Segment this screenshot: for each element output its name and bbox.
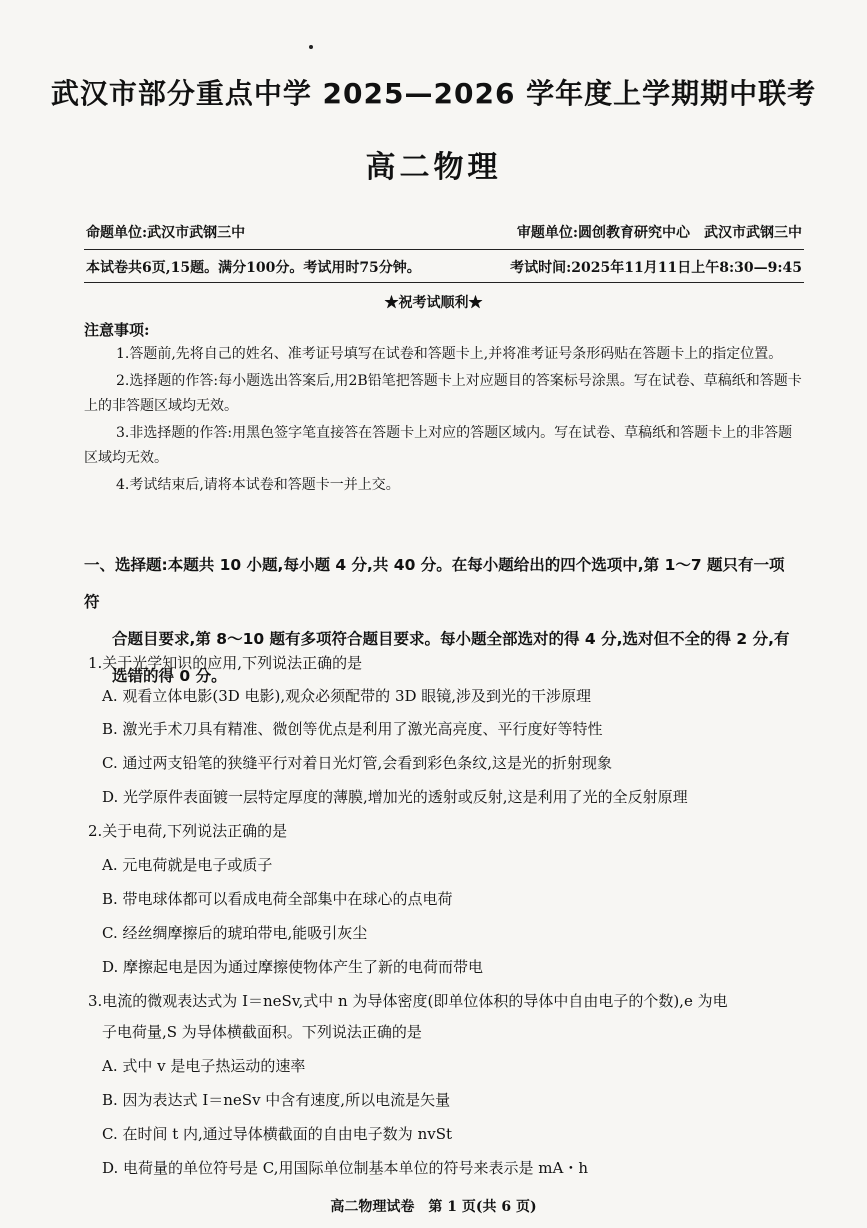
option: C. 经丝绸摩擦后的琥珀带电,能吸引灰尘 (102, 924, 368, 942)
option: B. 激光手术刀具有精准、微创等优点是利用了激光高亮度、平行度好等特性 (102, 720, 603, 738)
subject-title: 高二物理 (365, 150, 502, 185)
ink-dot (309, 45, 313, 49)
option: C. 通过两支铅笔的狭缝平行对着日光灯管,会看到彩色条纹,这是光的折射现象 (102, 754, 613, 772)
setter-row (86, 222, 802, 242)
divider (84, 249, 804, 250)
option: D. 光学原件表面镀一层特定厚度的薄膜,增加光的透射或反射,这是利用了光的全反射原理 (102, 788, 688, 806)
question-stem-cont: 子电荷量,S 为导体横截面积。下列说法正确的是 (102, 1023, 422, 1041)
paper-info: 本试卷共6页,15题。满分100分。考试用时75分钟。 (86, 260, 421, 276)
notice-item: 2.选择题的作答:每小题选出答案后,用2B铅笔把答题卡上对应题目的答案标号涂黑。写在试卷、草稿纸和答题卡上的非答题区域均无效。 (84, 373, 802, 414)
info-row (86, 257, 802, 277)
option: D. 电荷量的单位符号是 C,用国际单位制基本单位的符号来表示是 mA・h (102, 1159, 588, 1177)
option: A. 式中 v 是电子热运动的速率 (102, 1057, 306, 1075)
exam-time: 考试时间:2025年11月11日上午8:30—9:45 (510, 260, 802, 276)
section-line: 一、选择题:本题共 10 小题,每小题 4 分,共 40 分。在每小题给出的四个选项中,第 1～7 题只有一项符 (84, 556, 785, 611)
notice-heading: 注意事项: (84, 321, 150, 339)
divider (84, 282, 804, 283)
reviewer-unit: 审题单位:圆创教育研究中心 武汉市武钢三中 (516, 225, 802, 241)
option: B. 因为表达式 I＝neSv 中含有速度,所以电流是矢量 (102, 1091, 451, 1109)
section-line: 选错的得 0 分。 (112, 667, 227, 685)
exam-title: 武汉市部分重点中学 2025—2026 学年度上学期期中联考 (50, 77, 817, 110)
option: A. 观看立体电影(3D 电影),观众必须配带的 3D 眼镜,涉及到光的干涉原理 (102, 687, 592, 705)
blessing-text: ★祝考试顺利★ (384, 295, 483, 311)
notice-item: 3.非选择题的作答:用黑色签字笔直接答在答题卡上对应的答题区域内。写在试卷、草稿纸和答题卡上的非答题区域均无效。 (84, 425, 793, 466)
option: C. 在时间 t 内,通过导体横截面的自由电子数为 nvSt (102, 1125, 453, 1143)
option: B. 带电球体都可以看成电荷全部集中在球心的点电荷 (102, 890, 453, 908)
setter-unit: 命题单位:武汉市武钢三中 (86, 225, 246, 241)
option: A. 元电荷就是电子或质子 (102, 856, 273, 874)
question-stem: 2.关于电荷,下列说法正确的是 (88, 822, 288, 840)
option: D. 摩擦起电是因为通过摩擦使物体产生了新的电荷而带电 (102, 958, 484, 976)
notice-list (84, 342, 804, 500)
question-stem: 3.电流的微观表达式为 I＝neSv,式中 n 为导体密度(即单位体积的导体中自由电子的个数),e 为电 (88, 992, 728, 1010)
notice-item: 4.考试结束后,请将本试卷和答题卡一并上交。 (116, 477, 400, 493)
section-line: 合题目要求,第 8～10 题有多项符合题目要求。每小题全部选对的得 4 分,选对但不全的得 2 分,有 (112, 630, 790, 648)
notice-item: 1.答题前,先将自己的姓名、准考证号填写在试卷和答题卡上,并将准考证号条形码贴在答题卡上的指定位置。 (116, 346, 783, 362)
page-footer: 高二物理试卷 第 1 页(共 6 页) (330, 1199, 537, 1215)
question-stem: 1.关于光学知识的应用,下列说法正确的是 (88, 654, 363, 672)
